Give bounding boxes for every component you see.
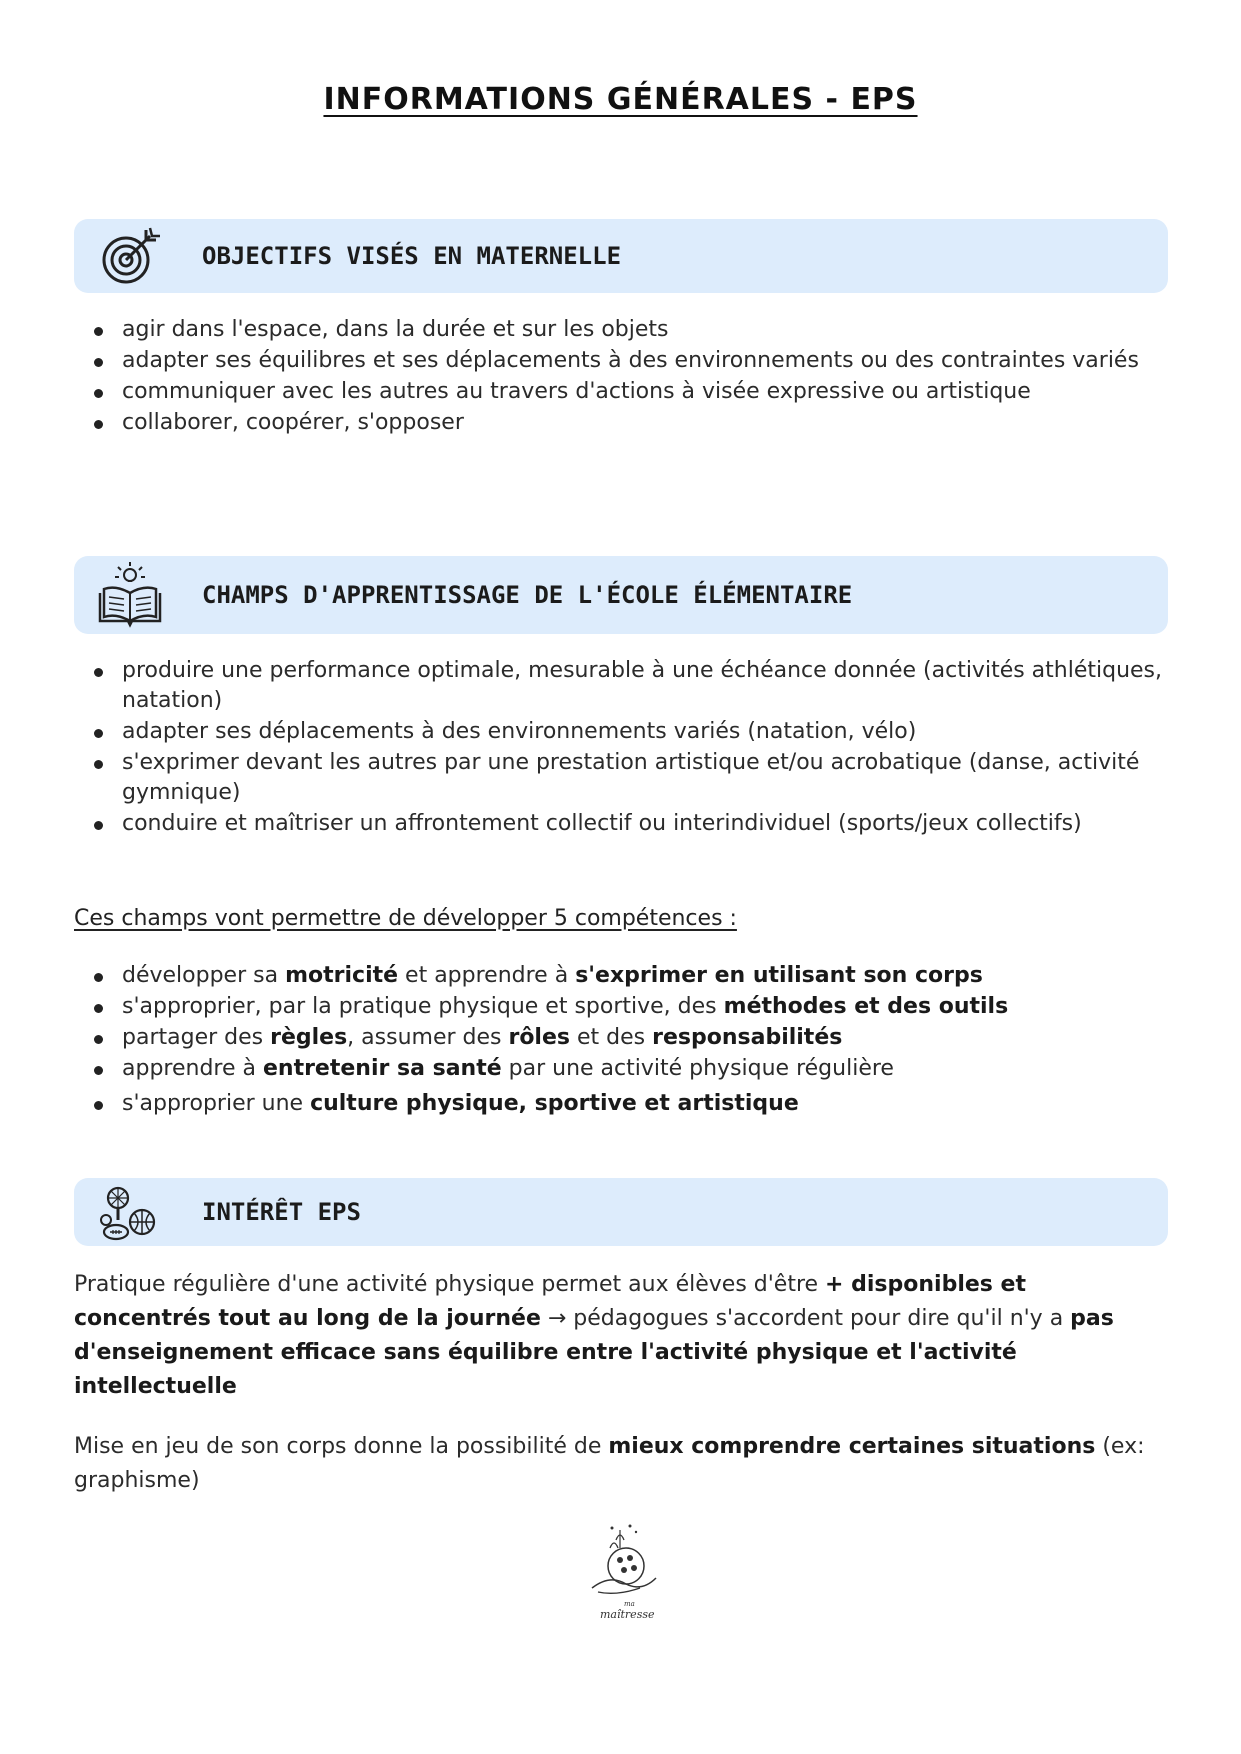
list-item: adapter ses déplacements à des environnements variés (natation, vélo) [74,717,1168,747]
target-icon [94,220,166,292]
list-item: conduire et maîtriser un affrontement collectif ou interindividuel (sports/jeux collectifs) [74,809,1168,839]
interet-paragraph-2: Mise en jeu de son corps donne la possibilité de mieux comprendre certaines situations (ex: graphisme) [74,1434,1145,1493]
section-heading: INTÉRÊT EPS [202,1198,361,1226]
page-title: INFORMATIONS GÉNÉRALES - EPS [323,82,918,117]
maitresse-logo-icon [580,1518,670,1628]
list-item: communiquer avec les autres au travers d'actions à visée expressive ou artistique [74,377,1168,407]
section-header-champs [74,556,1168,634]
svg-text:ma: ma [624,1600,635,1608]
sports-balls-icon [94,1176,166,1248]
list-item: apprendre à entretenir sa santé par une activité physique régulière [74,1054,1168,1084]
list-item: agir dans l'espace, dans la durée et sur les objets [74,315,1168,345]
list-item: s'approprier une culture physique, sportive et artistique [74,1089,1168,1119]
list-item: produire une performance optimale, mesurable à une échéance donnée (activités athlétiques, natation) [74,656,1168,716]
list-item: développer sa motricité et apprendre à s'exprimer en utilisant son corps [74,961,1168,991]
section-header-objectifs [74,219,1168,293]
objectifs-list [74,315,1168,439]
interet-paragraph-1: Pratique régulière d'une activité physique permet aux élèves d'être + disponibles et concentrés tout au long de la journée → pédagogues s'accordent pour dire qu'il n'y a pas d'enseignement efficace sans équilibre entre l'activité physique et l'activité intellectuelle [74,1272,1114,1399]
competences-list [74,961,1168,1120]
list-item: partager des règles, assumer des rôles et des responsabilités [74,1023,1168,1053]
list-item: s'exprimer devant les autres par une prestation artistique et/ou acrobatique (danse, activité gymnique) [74,748,1168,808]
list-item: collaborer, coopérer, s'opposer [74,408,1168,438]
book-lightbulb-icon [94,559,166,631]
list-item: s'approprier, par la pratique physique et sportive, des méthodes et des outils [74,992,1168,1022]
competences-subtitle: Ces champs vont permettre de développer 5 compétences : [74,906,737,931]
section-header-interet [74,1178,1168,1246]
svg-text:maîtresse: maîtresse [600,1608,655,1621]
section-heading: CHAMPS D'APPRENTISSAGE DE L'ÉCOLE ÉLÉMENTAIRE [202,581,853,609]
list-item: adapter ses équilibres et ses déplacements à des environnements ou des contraintes variés [74,346,1168,376]
champs-list [74,656,1168,840]
section-heading: OBJECTIFS VISÉS EN MATERNELLE [202,242,622,270]
